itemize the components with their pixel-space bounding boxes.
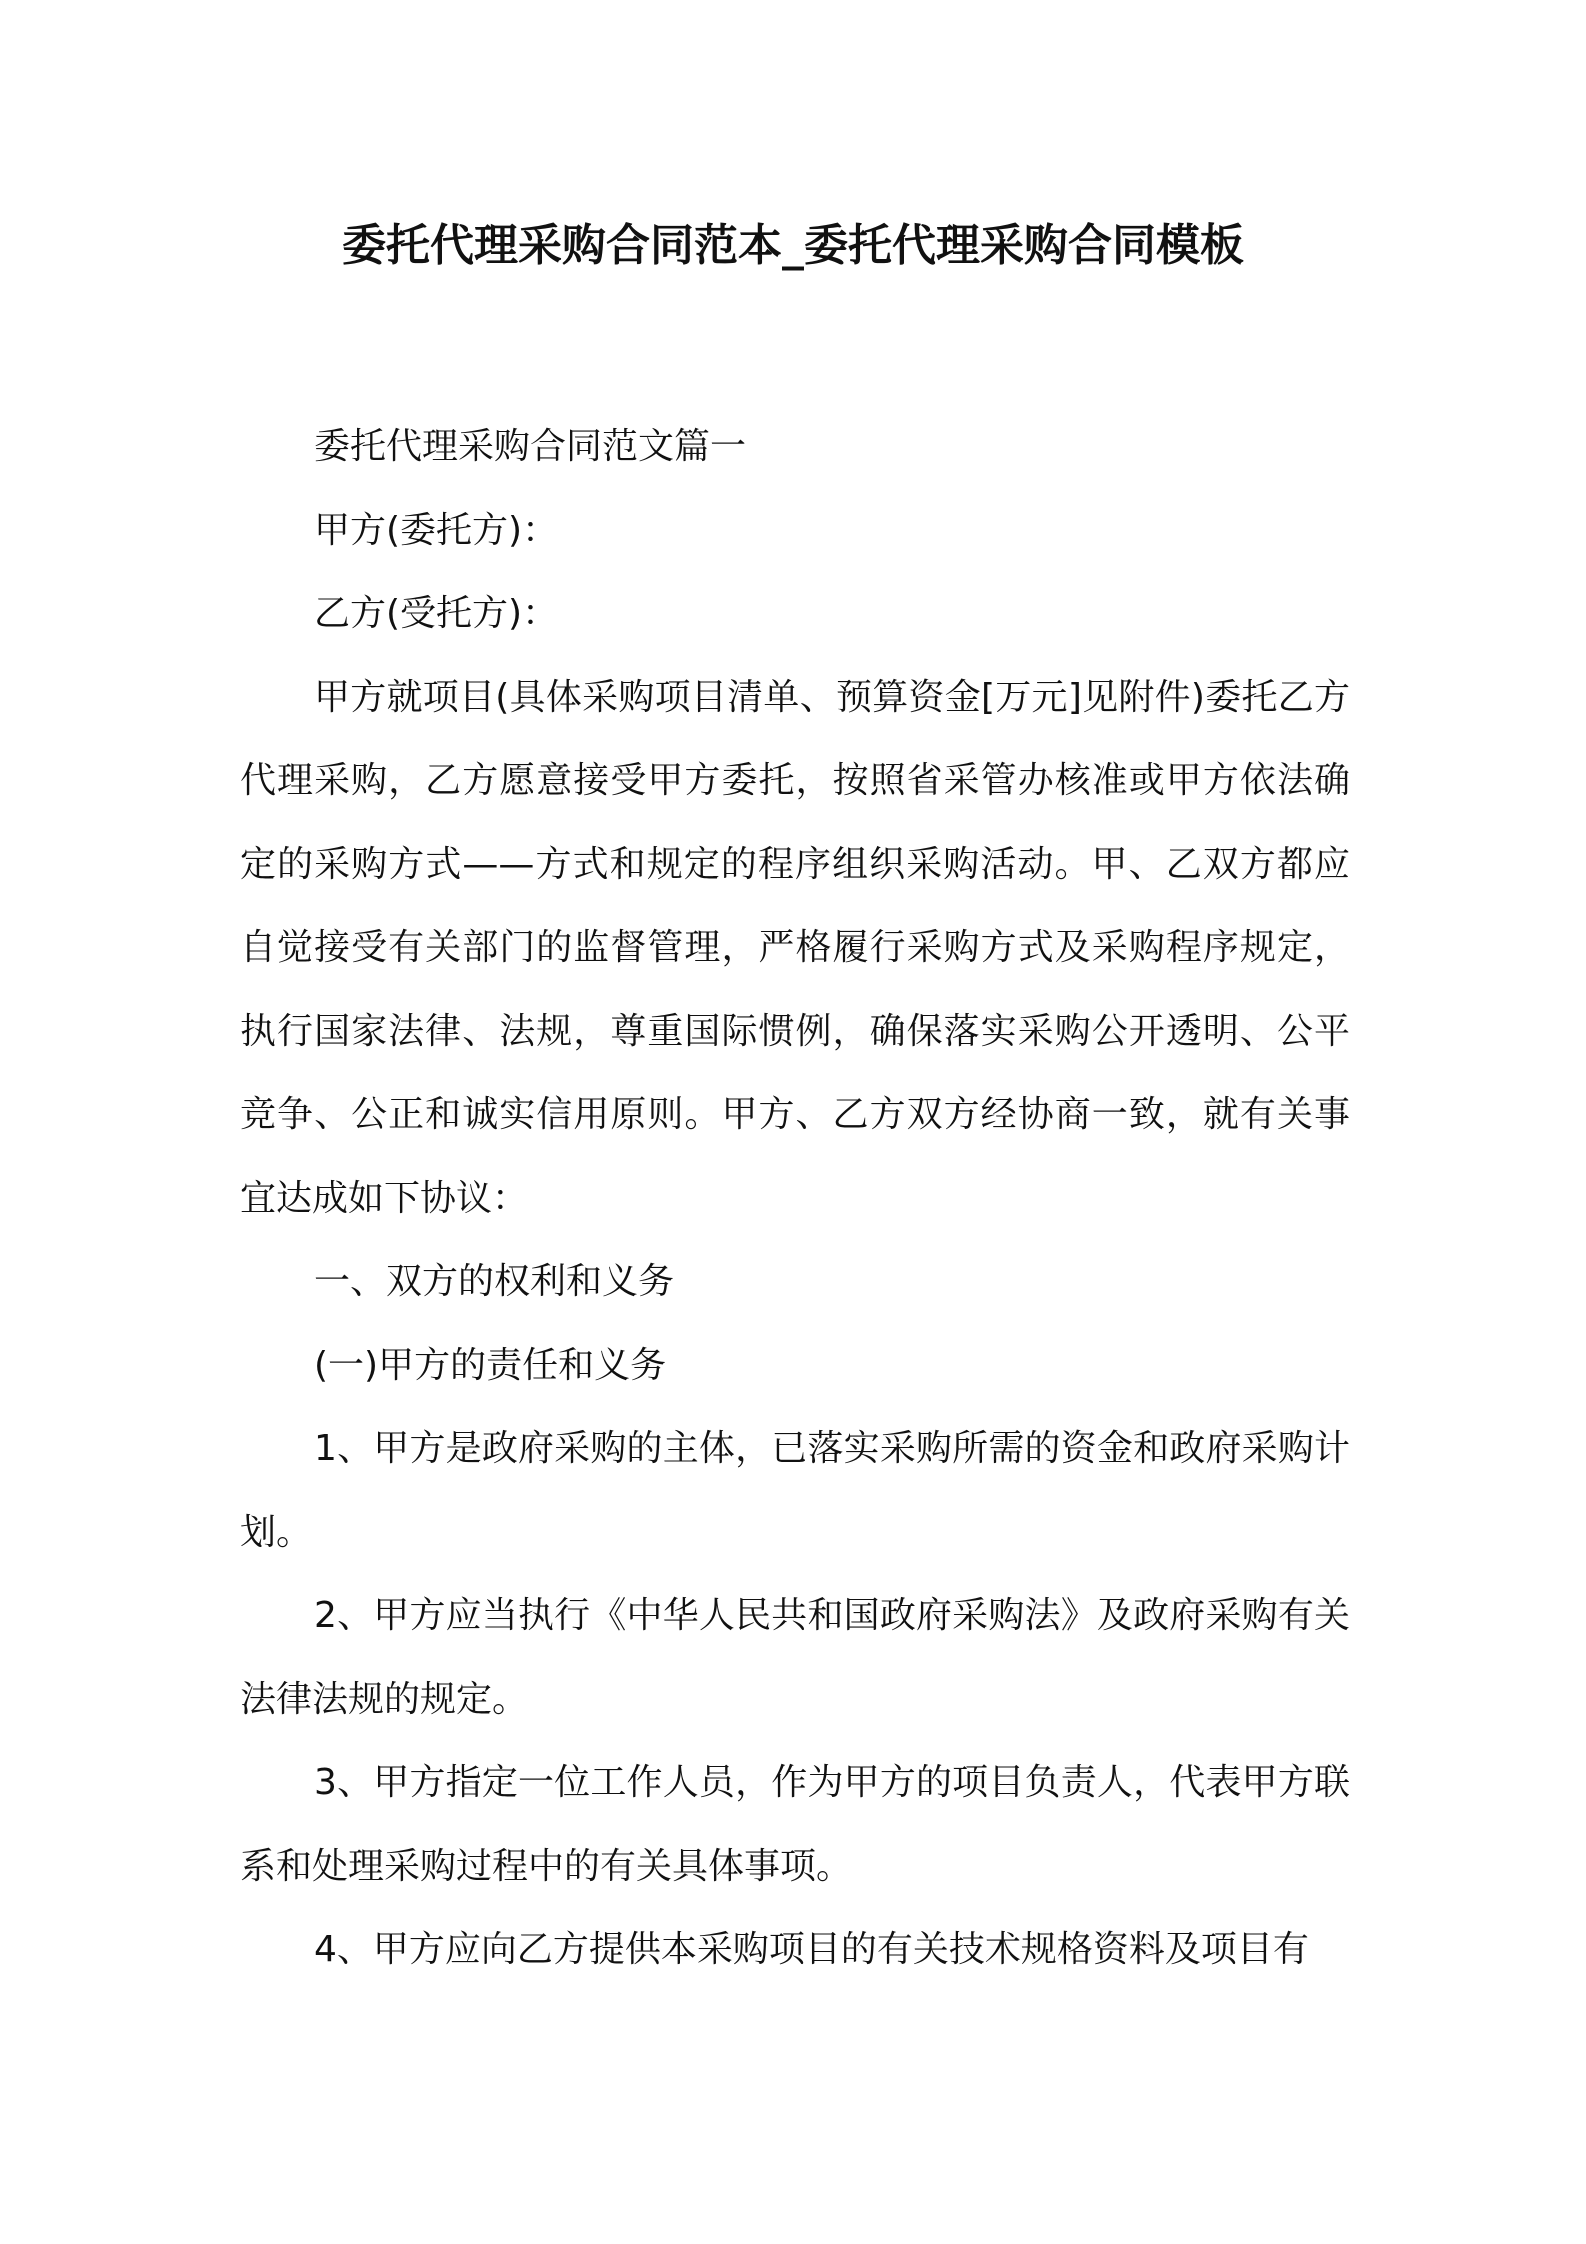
paragraph-item-2: 2、甲方应当执行《中华人民共和国政府采购法》及政府采购有关法律法规的规定。 bbox=[240, 1595, 1350, 1720]
paragraph-rights-heading: 一、双方的权利和义务 bbox=[314, 1261, 675, 1302]
paragraph-party-a-duties-heading: (一)甲方的责任和义务 bbox=[314, 1344, 667, 1386]
paragraph-item-3: 3、甲方指定一位工作人员，作为甲方的项目负责人，代表甲方联系和处理采购过程中的有关具体事项。 bbox=[240, 1762, 1350, 1887]
paragraph-item-4: 4、甲方应向乙方提供本采购项目的有关技术规格资料及项目有 bbox=[314, 1929, 1309, 1970]
document-body bbox=[240, 405, 1350, 1992]
document-title: 委托代理采购合同范本_委托代理采购合同模板 bbox=[342, 220, 1244, 271]
paragraph-item-1: 1、甲方是政府采购的主体，已落实采购所需的资金和政府采购计划。 bbox=[240, 1428, 1350, 1553]
paragraph-preamble: 甲方就项目(具体采购项目清单、预算资金[万元]见附件)委托乙方代理采购，乙方愿意接受甲方委托，按照省采管办核准或甲方依法确定的采购方式——方式和规定的程序组织采购活动。甲、乙双方都应自觉接受有关部门的监督管理，严格履行采购方式及采购程序规定，执行国家法律、法规，尊重国际惯例，确保落实采购公开透明、公平竞争、公正和诚实信用原则。甲方、乙方双方经协商一致，就有关事宜达成如下协议： bbox=[240, 676, 1350, 1219]
paragraph-party-b: 乙方(受托方)： bbox=[314, 593, 559, 634]
paragraph-section-heading: 委托代理采购合同范文篇一 bbox=[314, 426, 747, 467]
paragraph-party-a: 甲方(委托方)： bbox=[314, 509, 559, 551]
